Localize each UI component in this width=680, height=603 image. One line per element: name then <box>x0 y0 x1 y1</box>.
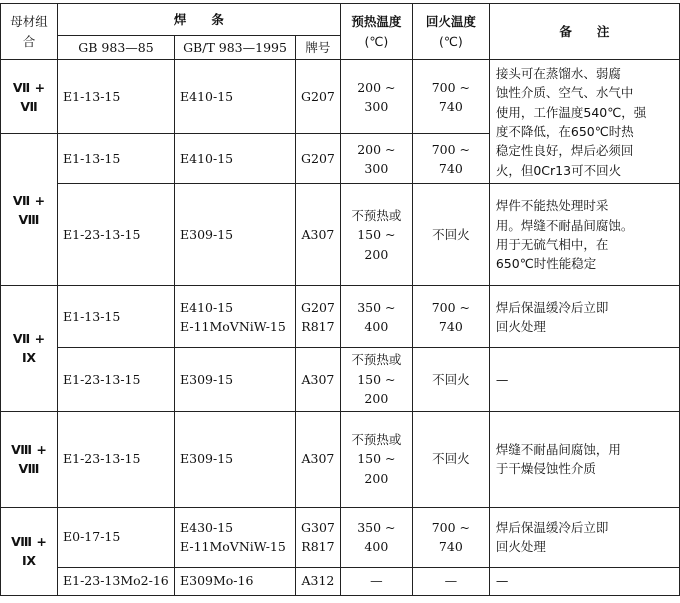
gb-983-85-cell: E1-13-15 <box>58 286 175 348</box>
preheat-cell: 350 ~ 400 <box>340 507 412 567</box>
header-electrode: 焊 条 <box>58 4 341 36</box>
preheat-cell: 350 ~ 400 <box>340 286 412 348</box>
preheat-cell: 不预热或 150 ~ 200 <box>340 411 412 507</box>
base-metal-combo-cell: Ⅷ + Ⅷ <box>1 411 58 507</box>
header-brand: 牌号 <box>296 36 341 60</box>
table-row <box>1 286 680 348</box>
header-row-1 <box>1 4 680 36</box>
remarks-cell: 焊后保温缓冷后立即 回火处理 <box>489 507 679 567</box>
header-base-metal-combo: 母材组合 <box>1 4 58 60</box>
table-row <box>1 411 680 507</box>
temper-cell: 700 ~ 740 <box>412 286 489 348</box>
gb-983-85-cell: E1-13-15 <box>58 60 175 134</box>
gb-983-85-cell: E0-17-15 <box>58 507 175 567</box>
gb-983-85-cell: E1-13-15 <box>58 134 175 184</box>
temper-cell: 不回火 <box>412 411 489 507</box>
remarks-cell: — <box>489 567 679 595</box>
gbt-983-1995-cell: E410-15 <box>175 134 296 184</box>
brand-cell: A307 <box>296 348 341 411</box>
remarks-cell: 焊件不能热处理时采 用。焊缝不耐晶间腐蚀。 用于无硫气相中，在 650℃时性能稳定 <box>489 184 679 286</box>
gbt-983-1995-cell: E430-15 E-11MoVNiW-15 <box>175 507 296 567</box>
preheat-cell: 不预热或 150 ~ 200 <box>340 348 412 411</box>
remarks-cell: — <box>489 348 679 411</box>
table-row <box>1 60 680 134</box>
gbt-983-1995-cell: E410-15 E-11MoVNiW-15 <box>175 286 296 348</box>
header-temper-temp: 回火温度 (℃) <box>412 4 489 60</box>
gbt-983-1995-cell: E309-15 <box>175 411 296 507</box>
temper-cell: 700 ~ 740 <box>412 60 489 134</box>
remarks-cell: 接头可在蒸馏水、弱腐 蚀性介质、空气、水气中 使用，工作温度540℃，强 度不降低，在650℃时热 稳定性良好，焊后必须回 火，但0Cr13可不回火 <box>489 60 679 184</box>
gb-983-85-cell: E1-23-13-15 <box>58 411 175 507</box>
base-metal-combo-cell: Ⅶ + Ⅶ <box>1 60 58 134</box>
header-gbt-983-1995: GB/T 983—1995 <box>175 36 296 60</box>
gb-983-85-cell: E1-23-13-15 <box>58 348 175 411</box>
brand-cell: G207 R817 <box>296 286 341 348</box>
base-metal-combo-cell: Ⅷ + Ⅸ <box>1 507 58 595</box>
header-remarks: 备 注 <box>489 4 679 60</box>
temper-cell: — <box>412 567 489 595</box>
temper-cell: 700 ~ 740 <box>412 507 489 567</box>
gb-983-85-cell: E1-23-13Mo2-16 <box>58 567 175 595</box>
gb-983-85-cell: E1-23-13-15 <box>58 184 175 286</box>
brand-cell: A312 <box>296 567 341 595</box>
electrode-table-container <box>0 3 680 596</box>
gbt-983-1995-cell: E309-15 <box>175 184 296 286</box>
brand-cell: A307 <box>296 411 341 507</box>
table-row <box>1 507 680 567</box>
remarks-cell: 焊缝不耐晶间腐蚀，用 于干燥侵蚀性介质 <box>489 411 679 507</box>
preheat-cell: 200 ~ 300 <box>340 134 412 184</box>
temper-cell: 不回火 <box>412 348 489 411</box>
base-metal-combo-cell: Ⅶ + Ⅷ <box>1 134 58 286</box>
temper-cell: 不回火 <box>412 184 489 286</box>
temper-cell: 700 ~ 740 <box>412 134 489 184</box>
header-preheat-temp: 预热温度 (℃) <box>340 4 412 60</box>
electrode-selection-table <box>0 3 680 596</box>
table-row <box>1 348 680 411</box>
remarks-cell: 焊后保温缓冷后立即 回火处理 <box>489 286 679 348</box>
brand-cell: G207 <box>296 60 341 134</box>
preheat-cell: 200 ~ 300 <box>340 60 412 134</box>
brand-cell: A307 <box>296 184 341 286</box>
brand-cell: G307 R817 <box>296 507 341 567</box>
gbt-983-1995-cell: E309Mo-16 <box>175 567 296 595</box>
table-row <box>1 567 680 595</box>
table-row <box>1 184 680 286</box>
gbt-983-1995-cell: E309-15 <box>175 348 296 411</box>
header-gb-983-85: GB 983—85 <box>58 36 175 60</box>
gbt-983-1995-cell: E410-15 <box>175 60 296 134</box>
brand-cell: G207 <box>296 134 341 184</box>
base-metal-combo-cell: Ⅶ + Ⅸ <box>1 286 58 411</box>
preheat-cell: 不预热或 150 ~ 200 <box>340 184 412 286</box>
preheat-cell: — <box>340 567 412 595</box>
